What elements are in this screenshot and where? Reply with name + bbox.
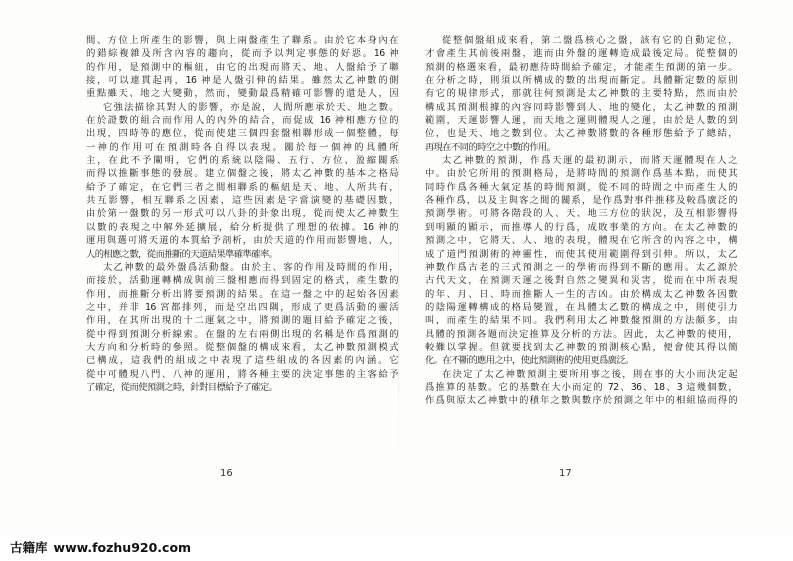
text-line: 人的相應之數，從而推斷的天道結果準確準確率。 [86, 248, 278, 260]
text-line: 成了道門預測術的神靈性，而使其使用範圍得到引伸。所以，太乙 [425, 248, 737, 260]
text-line: 了確定，從而使預測之時，針對目標給予了確定。 [86, 381, 278, 393]
text-line: 主，在此不予闡明，它們的系統以陰陽、五行、方位、盈縮關系 [86, 155, 398, 167]
text-line: 它強法描徐其對人的影響，亦是說，人間所應承於天、地之數。 [103, 101, 398, 113]
text-line: 作用，而推斷分析出將要預測的結果。在這一盤之中的起始各因素 [86, 288, 398, 300]
text-line: 範圍，天運影響人運，而天地之運則體現人之運，由於是人數的到 [425, 115, 737, 127]
text-line: 在決定了太乙神數預測主要所用事之後，則在事的大小而決定起 [442, 368, 737, 380]
text-line: 構成其預測根據的內容同時影響到人、地的變化，太乙神數的預測 [425, 101, 737, 113]
text-line: 再現在不同的時空之中數的作用。 [425, 141, 556, 153]
text-line: 之中，并非 16 宮都排列，而是空出四隅，形成了更爲活動的靈活 [86, 301, 398, 313]
left-page [86, 34, 398, 394]
text-line: 已構成，這我們的組成之中表現了這些組成的各因素的內涵。它 [86, 355, 398, 367]
text-line: 作爲與原太乙神數中的積年之數與數序於預測之年中的相組協而得的 [425, 395, 737, 407]
text-line: 作用，在其所出現的十二運氣之中，將預測的題目給予確定之後， [86, 315, 398, 327]
text-line: 重點雖天、地之大變動，然而，變動最爲精確可影響的還是人，因 [86, 88, 398, 100]
text-line: 在於證數的組合而作用人的內外的結合，而促成 16 神相應方位的 [86, 115, 398, 127]
text-line: 的年、月、日、時而推斷人一生的吉凶。由於構成太乙神數各因數 [425, 288, 737, 300]
site-url: www.fozhu920.com [53, 539, 192, 555]
text-line: 太乙神數的最外盤爲活動盤。由於主、客的作用及時間的作用， [103, 261, 398, 273]
text-line: 出現，四時等的應位，從而使建三個四套盤相聯形成一個整體，每 [86, 128, 398, 140]
right-page-body [425, 34, 737, 408]
book-gutter [398, 20, 399, 490]
text-line: 以數的表現之中解外延擴展，給分析提供了理想的依據。16 神的 [86, 221, 398, 233]
text-line: 大方向和分析時的參照。從整個盤的構成來看，太乙神數預測模式 [86, 341, 398, 353]
right-page-number: 17 [559, 468, 572, 479]
text-line: 接，可以連貫起再，16 神是人盤引伸的結果。雖然太乙神數的側 [86, 75, 398, 87]
text-line: 間、方位上所產生的影響，與上兩盤產生了聯系。由於它本身內在 [86, 35, 398, 46]
text-line: 中。由於它所用的預測格局，是將時間的預測作爲基本點，而使其 [425, 168, 737, 180]
left-page-number: 16 [220, 468, 233, 479]
text-line: 化。在不斷的應用之中，使此預測術的使用更爲廣泛。 [425, 355, 634, 367]
text-line: 到明顯的顯示，而推導人的行爲，成敗事業的方向。在太乙神數的 [425, 221, 737, 233]
text-line: 在分析之時，則須以所構成的數的出現而斷定。具體斷定數的原則 [425, 75, 737, 87]
text-line: 從中得到預測分析線索。在盤的左右兩側出現的名稱是作爲預測的 [86, 328, 398, 340]
text-line: 從中可體現八門、八神的運用，將各種主要的決定事態的主客給予 [86, 368, 398, 380]
text-line: 各種作爲，以及主與客之間的關系，是作爲對事件推移及較爲廣泛的 [425, 195, 737, 207]
text-line: 而接於，活動運轉構成與前三盤相應而得到固定的格式，產生數的 [86, 275, 398, 287]
text-line: 預測學術。可將各階段的人、天、地三方位的狀況，及互相影響得 [425, 208, 737, 220]
text-line: 才會產生其前後兩盤，進而由外盤的運轉造成最後定局。從整個的 [425, 48, 737, 60]
text-line: 具體的預測各題而決定推算及分析的方法。因此，太乙神數的使用， [425, 328, 737, 340]
site-name: 古籍库 [10, 540, 48, 555]
text-line: 的錯綜複雜及所含內容的趨向，從而予以判定事態的好惡。16 神 [86, 48, 398, 60]
text-line: 共互影響，相互聯系之因素，這些因素是字當演變的基礎因數， [86, 195, 398, 207]
text-line: 較難以掌握。但就要找到太乙神數的預測核心點，便會使其得以簡 [425, 341, 737, 353]
text-line: 預測的格選來看，最初應待時間給予確定，才能產生預測的第一步。 [425, 61, 737, 73]
text-line: 一神的作用可在預測時各自得以表現。關於每一個神的具體所 [86, 141, 398, 153]
text-line: 古代天文，在預測天運之後對自然之變異和災害，從而在中所表現 [425, 275, 737, 287]
text-line: 預測之中，它將天、人、地的表現，體現在它所含的內容之中，構 [425, 235, 737, 247]
text-line: 太乙神數的預測，作爲天運的最初測示，而將天運體現在人之 [442, 155, 737, 167]
text-line: 叫，而產生的結果不同。我們利用太乙神數盤預測的方法頗多，由 [425, 315, 737, 327]
text-line: 運用與選可將天道的本質給予剖析，由於天道的作用而影響地、人， [86, 235, 398, 247]
text-line: 的陰陽運轉構成的格局變置，在具體太乙數的構成之中，則使引力 [425, 301, 737, 313]
text-line: 爲推算的基數。它的基數在大小而定的 72、36、18、3 這幾個數， [425, 381, 737, 393]
text-line: 而得以推斷事態的發展。建立個盤之後，將太乙神數的基本之格局 [86, 168, 398, 180]
text-line: 位，也是天、地之數到位。太乙神數將數的各種形態給予了總結， [425, 128, 737, 140]
left-page-body [86, 34, 398, 394]
text-line: 由於第一盤數的另一形式可以八卦的卦象出現，從而使太乙神數生 [86, 208, 398, 220]
text-line: 神數作爲古老的三式預測之一的學術而得到不斷的應用。太乙源於 [425, 261, 737, 273]
text-line: 從整個盤組成來看，第二盤爲核心之盤，該有它的自動定位， [442, 35, 737, 46]
text-line: 的作用，是預測中的樞紐，由它的出現而將天、地、人盤給予了聯 [86, 61, 398, 73]
text-line: 給予了確定，在它們三者之間相聯系的樞紐是天、地、人所共有， [86, 181, 398, 193]
right-page [425, 34, 737, 408]
text-line: 有它的規律形式，那就往何預測是太乙神數的主要特點，然而由於 [425, 88, 737, 100]
text-line: 同時作爲各種大氣定基的時間預測，從不同的時間之中而產生人的 [425, 181, 737, 193]
site-watermark [10, 536, 191, 558]
